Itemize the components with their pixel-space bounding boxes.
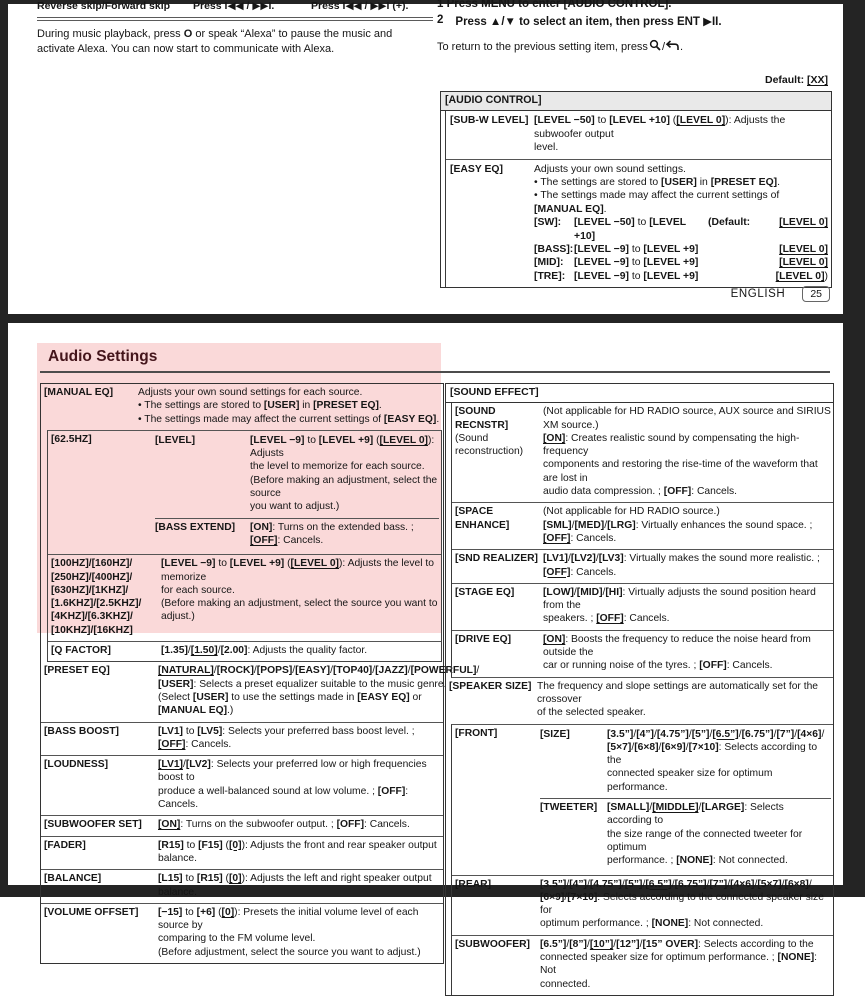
clipped-table-row: [37, 0, 435, 16]
sound-effect-sub-table: [451, 403, 833, 677]
row-label: [BASS BOOST]: [44, 725, 119, 737]
table-row-fader: [41, 836, 443, 870]
audio-control-header: [AUDIO CONTROL]: [441, 92, 831, 111]
audio-control-table: [440, 91, 832, 288]
row-label: [MANUAL EQ]: [44, 387, 114, 398]
table-row-speaker-size: [446, 678, 833, 724]
row-label: [DRIVE EQ]: [455, 633, 512, 645]
step-2-text: Press ▲/▼ to select an item, then press ENT ▶II.: [455, 16, 722, 28]
row-desc: [LEVEL −50] to [LEVEL +10] ([LEVEL 0]): Adjusts the subwoofer output level.: [534, 115, 786, 154]
clipped-step-1: 1 Press MENU to enter [AUDIO CONTROL].: [437, 0, 672, 10]
row-label: [PRESET EQ]: [44, 665, 110, 677]
band-key: [SW]:: [534, 217, 562, 229]
row-desc: [−15] to [+6] ([0]): Presets the initial volume level of each source by comparing to the FM volume level. (Before adjustment, select the source you want to adjust.): [158, 906, 421, 958]
page-number: 25: [802, 286, 830, 302]
row-desc: [NATURAL]/[ROCK]/[POPS]/[EASY]/[TOP40]/[JAZZ]/[POWERFUL]/ [USER]: Selects a preset equalizer suitable to the music genre. (Select [USER] to use the settings made in [EASY EQ] or [MANUAL EQ].): [158, 665, 480, 717]
row-desc: (Not applicable for HD RADIO source.) [SML]/[MED]/[LRG]: Virtually enhances the sound space. ; [OFF]: Cancels.: [543, 506, 813, 544]
row-label: [100HZ]/[160HZ]/ [250HZ]/[400HZ]/ [630HZ]/[1KHZ]/ [1.6KHZ]/[2.5KHZ]/ [4KHZ]/[6.3KHZ]/ [10KHZ]/[16KHZ]: [51, 558, 142, 636]
row-label: [EASY EQ]: [450, 163, 503, 175]
sub-row-size: [540, 727, 831, 797]
band-default: [LEVEL 0]: [779, 257, 828, 269]
table-row-62-5hz: [48, 431, 441, 554]
page-frame-left: [0, 0, 8, 897]
sub-row-tweeter: [540, 798, 831, 870]
table-row-subwoofer: [452, 935, 833, 995]
row-desc: [LEVEL −9] to [LEVEL +9] ([LEVEL 0]): Adjusts the level to memorize for each source. (Before making an adjustment, select the source you want to adjust.): [250, 434, 438, 513]
row-desc: [6.5”]/[8”]/[10”]/[12”]/[15” OVER]: Selects according to the connected speaker size for optimum performance. ; [NONE]: Not connected.: [540, 938, 817, 990]
sound-effect-header: [SOUND EFFECT]: [446, 384, 833, 403]
row-label: [BASS EXTEND]: [155, 521, 236, 533]
row-label: [SPACE ENHANCE]: [455, 506, 510, 531]
table-row-bass-boost: [41, 722, 443, 756]
table-row-manual-eq: [41, 384, 443, 430]
band-range: [LEVEL −9] to [LEVEL +9]: [574, 257, 699, 269]
audio-settings-left-table: [40, 383, 480, 964]
row-label: [SOUND RECNSTR] (Sound reconstruction): [455, 406, 524, 458]
band-default: [LEVEL 0]): [775, 270, 828, 282]
clipped-cell-press1: Press I◀◀ / ▶▶I.: [193, 0, 275, 12]
band-range: [LEVEL −9] to [LEVEL +9]: [574, 244, 699, 256]
band-key: [BASS]:: [534, 244, 574, 256]
return-note-prefix: To return to the previous setting item, press: [437, 40, 648, 53]
table-row-easy-eq: [446, 159, 831, 288]
row-desc: Adjusts your own sound settings for each source. • The settings are stored to [USER] in [PRESET EQ]. • The settings made may affect the current settings of [EASY EQ].: [138, 387, 440, 425]
table-row-volume-offset: [41, 903, 443, 963]
page-divider-bar: [0, 314, 865, 323]
table-row-q-factor: [48, 641, 441, 661]
row-desc: [SMALL]/[MIDDLE]/[LARGE]: Selects according to the size range of the connected tweeter for optimum performance. ; [NONE]: Not connected.: [607, 802, 803, 867]
row-label: [FADER]: [44, 839, 86, 851]
row-label: [SIZE]: [540, 728, 570, 740]
row-desc: [LV1]/[LV2]: Selects your preferred low or high frequencies boost to produce a well-balanced sound at low volume. ; [OFF]: Cancels.: [158, 759, 427, 811]
step-2: [437, 14, 722, 28]
table-row-drive-eq: [452, 630, 833, 677]
clipped-cell-press2: Press I◀◀ / ▶▶I (+).: [311, 0, 409, 12]
section-title: Audio Settings: [48, 348, 158, 365]
band-key: [TRE]:: [534, 270, 566, 282]
easy-eq-row-bass: [534, 243, 828, 256]
default-note: [765, 74, 828, 86]
row-desc: [ON]: Turns on the extended bass. ; [OFF]: Cancels.: [250, 521, 414, 546]
row-label: [TWEETER]: [540, 802, 598, 814]
default-note-value: [XX]: [807, 74, 828, 86]
back-icon: [665, 40, 680, 54]
row-label: [REAR]: [455, 878, 492, 890]
row-desc: [1.35]/[1.50]/[2.00]: Adjusts the quality factor.: [161, 645, 368, 657]
row-desc: [L15] to [R15] ([0]): Adjusts the left and right speaker output balance.: [158, 873, 432, 898]
table-row-front: [452, 725, 833, 875]
row-desc: [LEVEL −9] to [LEVEL +9] ([LEVEL 0]): Adjusts the level to memorize for each source. (Before making an adjustment, select the source you want to adjust.): [161, 558, 438, 623]
table-row-snd-realizer: [452, 549, 833, 583]
row-label: [Q FACTOR]: [51, 645, 111, 657]
return-note: [437, 39, 683, 54]
easy-eq-intro: Adjusts your own sound settings. • The settings are stored to [USER] in [PRESET EQ]. • The settings made may affect the current settings of [MANUAL EQ].: [534, 163, 781, 215]
language-label: ENGLISH: [730, 288, 786, 300]
sub-row-level: [155, 433, 439, 517]
easy-eq-row-tre: [534, 270, 828, 283]
table-row-100hz-16khz: [48, 554, 441, 641]
band-range: [LEVEL −50] to [LEVEL +10]: [574, 217, 686, 242]
row-desc: [LV1] to [LV5]: Selects your preferred bass boost level. ; [OFF]: Cancels.: [158, 725, 415, 750]
table-row-space-enhance: [452, 502, 833, 549]
row-desc: [LV1]/[LV2]/[LV3]: Virtually makes the sound more realistic. ; [OFF]: Cancels.: [543, 553, 820, 578]
clipped-cell-operation: Reverse skip/Forward skip: [37, 0, 171, 12]
default-note-label: Default:: [764, 74, 805, 86]
row-label: [BALANCE]: [44, 873, 102, 885]
return-note-separator: /: [661, 40, 665, 53]
row-label: [SND REALIZER]: [455, 553, 538, 565]
table-bottom-rule: [37, 17, 433, 21]
alexa-paragraph: During music playback, press O or speak “Alexa” to pause the music and activate Alexa. You can now start to communicate with Alexa.: [37, 28, 393, 55]
table-row-subwoofer-set: [41, 815, 443, 835]
sound-effect-table: [445, 383, 834, 996]
easy-eq-row-sw: [534, 216, 828, 243]
table-row-sub-w-level: [446, 111, 831, 158]
row-label: [62.5HZ]: [51, 433, 92, 445]
band-default: [LEVEL 0]: [779, 244, 828, 256]
speaker-size-sub-table: [451, 724, 833, 995]
row-label: [FRONT]: [455, 727, 498, 739]
sub-row-bass-extend: [155, 518, 439, 551]
default-prefix: (Default:: [708, 217, 751, 229]
table-row-stage-eq: [452, 583, 833, 630]
row-desc: [LOW]/[MID]/[HI]: Virtually adjusts the sound position heard from the speakers. ; [OFF]: Cancels.: [543, 586, 816, 625]
band-key: [MID]:: [534, 257, 564, 269]
page-frame-right: [843, 0, 865, 897]
section-title-rule: [40, 371, 830, 373]
page-footer: [731, 286, 830, 302]
table-row-sound-recnstr: [452, 403, 833, 502]
step-2-number: 2: [437, 14, 444, 26]
row-desc: [3.5”]/[4”]/[4.75”]/[5”]/[6.5”]/[6.75”]/[7”]/[4×6]/[5×7]/[6×8]/ [6×9]/[7×10]: Selects according to the connected speaker size for optimum performance. ; [NONE]: Not connected.: [540, 878, 824, 930]
row-label: [LEVEL]: [155, 434, 196, 446]
table-row-rear: [452, 875, 833, 935]
easy-eq-row-mid: [534, 256, 828, 269]
row-desc: [ON]: Boosts the frequency to reduce the noise heard from outside the car or running noise of the tyres. ; [OFF]: Cancels.: [543, 633, 811, 672]
search-icon: [648, 39, 662, 54]
row-desc: [R15] to [F15] ([0]): Adjusts the front and rear speaker output balance.: [158, 839, 437, 864]
row-label: [SPEAKER SIZE]: [449, 680, 532, 692]
return-note-suffix: .: [680, 40, 684, 53]
band-range: [LEVEL −9] to [LEVEL +9]: [574, 270, 699, 282]
row-desc: The frequency and slope settings are automatically set for the crossover of the selected speaker.: [537, 680, 819, 719]
row-desc: [ON]: Turns on the subwoofer output. ; [OFF]: Cancels.: [158, 819, 410, 831]
table-row-loudness: [41, 755, 443, 815]
row-desc: [3.5”]/[4”]/[4.75”]/[5”]/[6.5”]/[6.75”]/[7”]/[4×6]/ [5×7]/[6×8]/[6×9]/[7×10]: Selects according to the connected speaker size for optimum performance.: [607, 728, 825, 793]
table-row-balance: [41, 869, 443, 903]
row-label: [SUB-W LEVEL]: [450, 115, 529, 127]
row-label: [STAGE EQ]: [455, 586, 515, 598]
row-label: [VOLUME OFFSET]: [44, 906, 139, 918]
table-row-preset-eq: [41, 662, 480, 721]
row-label: [LOUDNESS]: [44, 759, 109, 771]
row-label: [SUBWOOFER SET]: [44, 819, 142, 831]
row-desc: (Not applicable for HD RADIO source, AUX source and SIRIUS XM source.) [ON]: Creates realistic sound by compensating the high-frequency components and restoring the rise-time of the waveform that are lost in audio data compression. ; [OFF]: Cancels.: [543, 406, 831, 498]
band-default: [LEVEL 0]: [779, 217, 828, 229]
manual-eq-sub-table: [47, 430, 442, 662]
row-label: [SUBWOOFER]: [455, 938, 530, 950]
